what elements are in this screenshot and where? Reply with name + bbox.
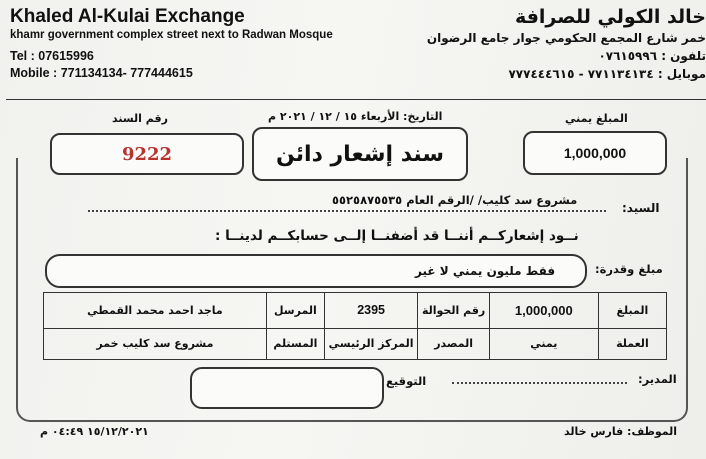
- company-tel-en: Tel : 07615996: [10, 49, 94, 63]
- company-address-en: khamr government complex street next to Radwan Mosque: [10, 29, 333, 41]
- signature-box: [190, 367, 384, 409]
- company-tel-ar: تلفون : ٠٧٦١٥٩٩٦: [598, 49, 706, 63]
- signature-label: التوقيع: [386, 374, 427, 388]
- voucher-date: التاريخ: الأربعاء ١٥ / ١٢ / ٢٠٢١ م: [268, 110, 443, 123]
- transfer-amount-label: المبلغ: [598, 293, 666, 329]
- table-row: [44, 328, 667, 359]
- receiver-label: المستلم: [266, 328, 324, 359]
- source-label: المصدر: [418, 328, 490, 359]
- header-divider: [6, 99, 706, 100]
- recipient-dotted-line: [88, 210, 606, 212]
- transfer-number-label: رقم الحوالة: [418, 293, 490, 329]
- company-mobile-ar: موبايل : ٧٧١١٣٤١٣٤ - ٧٧٧٤٤٤٦١٥: [508, 67, 706, 81]
- transfer-amount-value: 1,000,000: [489, 293, 598, 329]
- voucher-title-box: [252, 127, 468, 181]
- transfer-number-value: 2395: [324, 293, 418, 329]
- recipient-label: السيد:: [622, 201, 660, 215]
- sender-label: المرسل: [266, 293, 324, 329]
- amount-words-box: [45, 254, 587, 288]
- printed-timestamp: ١٥/١٢/٢٠٢١ ٠٤:٤٩ م: [40, 425, 149, 438]
- table-row: [44, 293, 667, 329]
- company-name-en: Khaled Al-Kulai Exchange: [10, 6, 245, 27]
- company-mobile-en: Mobile : 771134134- 777444615: [10, 66, 193, 80]
- receiver-value: مشروع سد كليب خمر: [44, 328, 267, 359]
- header-english: [10, 6, 410, 80]
- voucher-title: سند إشعار دائن: [275, 141, 445, 167]
- transfer-details-table: [43, 292, 667, 360]
- credit-notice-text: نــود إشعاركــم أننــا قد أضفنــا إلــى حسابكــم لدينــا :: [215, 228, 579, 244]
- voucher-number: 9222: [121, 143, 173, 165]
- voucher-number-box: [50, 133, 244, 175]
- employee-name: الموظف: فارس خالد: [564, 425, 678, 438]
- manager-dotted-line: [452, 382, 627, 384]
- manager-label: المدير:: [638, 372, 677, 386]
- amount-label: المبلغ يمني: [565, 112, 628, 125]
- header-arabic: [376, 6, 706, 81]
- company-address-ar: خمر شارع المجمع الحكومي جوار جامع الرضوان: [426, 31, 706, 45]
- company-name-ar: خالد الكولي للصرافة: [514, 6, 706, 28]
- source-value: المركز الرئيسي: [324, 328, 418, 359]
- recipient-value: مشروع سد كليب/ /الرقم العام ٥٥٢٥٨٧٥٥٣٥: [332, 193, 578, 207]
- sender-value: ماجد احمد محمد القمطي: [44, 293, 267, 329]
- voucher-number-label: رقم السند: [112, 112, 168, 125]
- amount-value: 1,000,000: [563, 145, 627, 161]
- amount-words-value: فقط مليون يمني لا غير: [415, 264, 556, 278]
- amount-box: [523, 131, 667, 175]
- amount-words-label: مبلغ وقدرة:: [595, 262, 663, 276]
- currency-label: العملة: [598, 328, 666, 359]
- currency-value: يمني: [489, 328, 598, 359]
